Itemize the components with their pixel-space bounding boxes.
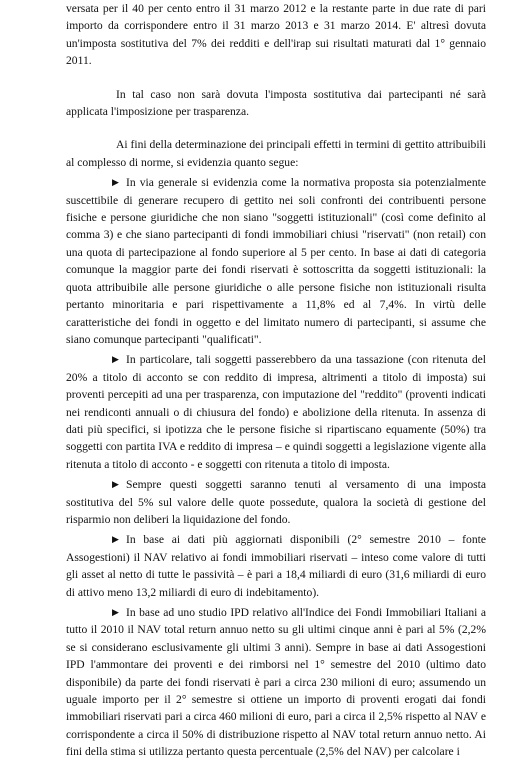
bullet-text-4: In base ai dati più aggiornati disponibili (2° semestre 2010 – fonte Assogestioni) il NAV relativo ai fondi immobiliari riservati – inteso come valore di tutti gli asset al netto di tutte le passività – è pari a 18,4 miliardi di euro (31,6 miliardi di euro di attivo meno 13,2 miliardi di euro di indebitamento).: [66, 533, 486, 599]
bullet-arrow-icon: ▶: [112, 607, 119, 617]
paragraph-ai-fini: Ai fini della determinazione dei principali effetti in termini di gettito attribuibili al complesso di norme, si evidenzia quanto segue:: [66, 138, 486, 169]
bullet-paragraph-2: [66, 351, 486, 473]
bullet-paragraph-4: [66, 531, 486, 601]
bullet-text-5: In base ad uno studio IPD relativo all'Indice dei Fondi Immobiliari Italiani a tutto il 2010 il NAV total return annuo netto su gli ultimi cinque anni è pari al 5% (2,2% se si considerano esclusivamente gli ultimi 3 anni). Sempre in base ai dati Assogestioni IPD l'ammontare dei proventi e dei rimborsi nel 1° semestre del 2010 (ultimo dato disponibile) da parte dei fondi riservati è pari a circa 230 milioni di euro; assumendo un uguale importo per il 2° semestre si ottiene un importo di proventi erogati dai fondi immobiliari riservati pari a circa 460 milioni di euro, pari a circa il 2,5% rispetto al NAV e corrispondente a circa il 50% di distribuzione rispetto al NAV total return annuo netto. Ai fini della stima si utilizza pertanto questa percentuale (2,5% del NAV) per calcolare i: [66, 606, 486, 759]
bullet-text-2: In particolare, tali soggetti passerebbero da una tassazione (con ritenuta del 20% a titolo di acconto se con reddito di impresa, altrimenti a titolo di imposta) sui proventi percepiti ad una per trasparenza, con imputazione del "reddito" (proventi indicati nei rendiconti annuali o di chiusura del fondo) e abolizione della ritenuta. In assenza di dati più specifici, si ipotizza che le persone fisiche si ripartiscano equamente (50%) tra soggetti con partita IVA e reddito di impresa – e quindi soggetti a legislazione vigente alla ritenuta a titolo di acconto - e soggetti con ritenuta a titolo di imposta.: [66, 353, 486, 471]
bullet-paragraph-5: [66, 604, 486, 761]
bullet-paragraph-1: [66, 174, 486, 348]
bullet-text-1: In via generale si evidenzia come la normativa proposta sia potenzialmente suscettibile di generare recupero di gettito nei soli confronti dei contribuenti persone fisiche e persone giuridiche che non siano "soggetti istituzionali" (così come definito al comma 3) e che siano partecipanti di fondi immobiliari chiusi "riservati" (non retail) con una quota di partecipazione al fondo superiore al 5 per cento. In base ai dati di categoria comunque la maggior parte dei fondi riservati è sottoscritta da soggetti istituzionali: la quota attribuibile alle persone giuridiche o alle persone fisiche non istituzionali risulta pertanto minoritaria e pari rispettivamente a 11,8% ed al 7,4%. In virtù delle caratteristiche dei fondi in oggetto e del limitato numero di partecipanti, si assume che siano comunque partecipanti "qualificati".: [66, 176, 486, 346]
paragraph-intro: versata per il 40 per cento entro il 31 marzo 2012 e la restante parte in due rate di pari importo da corrispondere entro il 31 marzo 2013 e 31 marzo 2014. E' altresì dovuta un'imposta sostitutiva del 7% dei redditi e dell'irap sui risultati maturati dal 1° gennaio 2011.: [66, 2, 486, 68]
bullet-arrow-icon: ▶: [112, 354, 119, 365]
bullet-arrow-icon: ▶: [112, 479, 119, 490]
bullet-paragraph-3: [66, 476, 486, 528]
bullet-arrow-icon: ▶: [112, 177, 119, 188]
bullet-arrow-icon: ▶: [112, 534, 119, 545]
paragraph-tal-caso: In tal caso non sarà dovuta l'imposta sostitutiva dai partecipanti né sarà applicata l'imposizione per trasparenza.: [66, 87, 486, 119]
bullet-text-3: Sempre questi soggetti saranno tenuti al versamento di una imposta sostitutiva del 5% sul valore delle quote possedute, qualora la società di gestione del risparmio non deliberi la liquidazione del fondo.: [66, 478, 486, 526]
